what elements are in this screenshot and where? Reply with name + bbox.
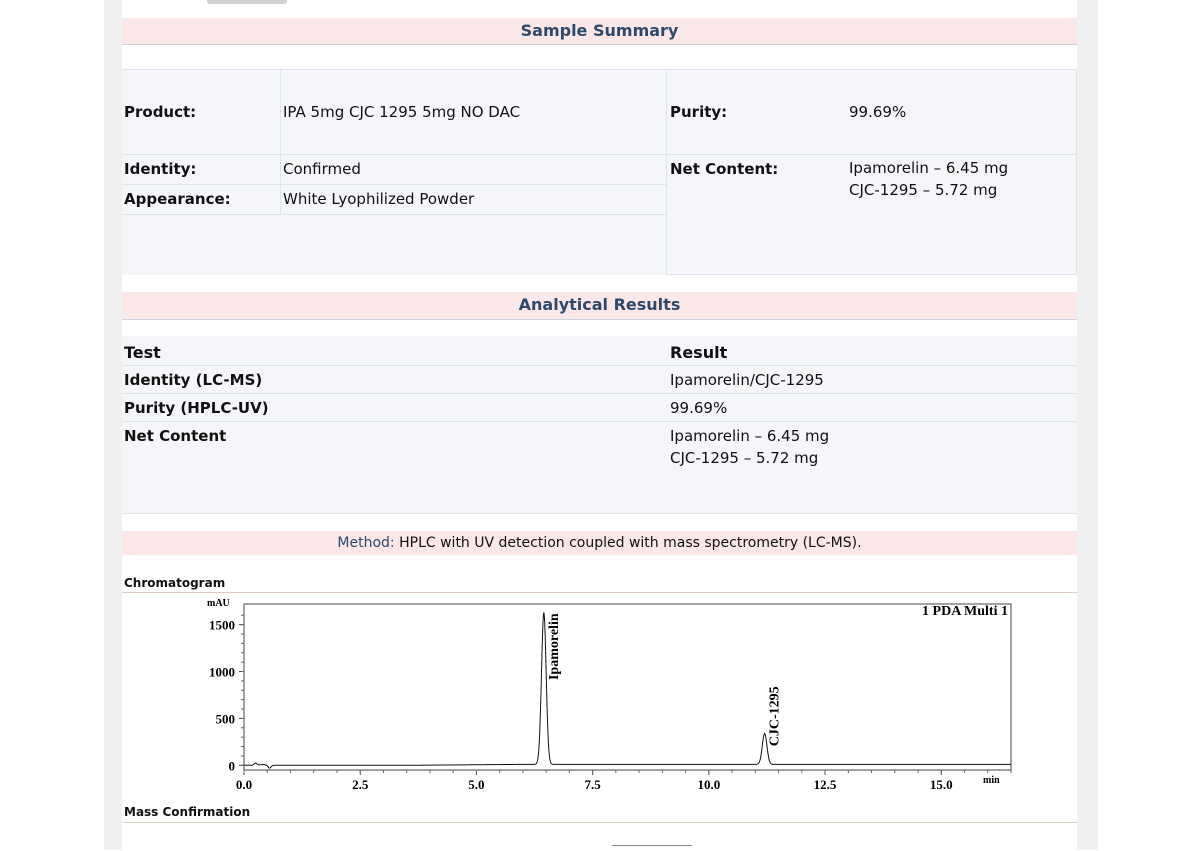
row-result: 99.69% <box>670 399 728 417</box>
x-tick-label: 10.0 <box>697 777 721 792</box>
x-tick-label: 0.0 <box>235 777 253 792</box>
row-test: Identity (LC-MS) <box>124 371 263 389</box>
row-result: Ipamorelin/CJC-1295 <box>670 371 824 389</box>
appearance-label: Appearance: <box>124 190 231 208</box>
right-gutter <box>1098 0 1200 850</box>
row-result-line2: CJC-1295 – 5.72 mg <box>670 449 819 467</box>
divider <box>122 214 666 215</box>
divider <box>122 365 1077 366</box>
mass-confirmation-title: Mass Confirmation <box>124 805 251 819</box>
y-tick-label: 500 <box>215 711 235 727</box>
logo-image <box>207 0 287 4</box>
peak-label: CJC-1295 <box>767 686 783 747</box>
divider <box>1076 70 1077 275</box>
analytical-results-table <box>122 336 1077 514</box>
x-tick-label: 15.0 <box>929 777 953 792</box>
chromatogram-title: Chromatogram <box>124 576 226 590</box>
chromatogram-trace <box>244 612 1011 768</box>
y-tick-label: 1500 <box>209 617 235 633</box>
product-label: Product: <box>124 103 197 121</box>
x-tick-label: 7.5 <box>584 777 601 792</box>
left-gutter <box>0 0 104 850</box>
x-axis-label: min <box>983 775 1000 786</box>
divider <box>280 70 281 215</box>
page-shadow-right <box>1077 0 1098 850</box>
appearance-value: White Lyophilized Powder <box>283 190 475 208</box>
mass-spectrum-preview <box>612 845 692 851</box>
analytical-results-title: Analytical Results <box>518 295 681 314</box>
method-text: HPLC with UV detection coupled with mass spectrometry (LC-MS). <box>394 535 862 551</box>
sample-summary-title: Sample Summary <box>520 21 679 40</box>
mass-confirmation-rule <box>122 822 1077 823</box>
chromatogram-chart <box>122 594 1077 794</box>
sample-summary-header <box>122 18 1077 45</box>
x-tick-label: 2.5 <box>352 777 369 792</box>
sample-summary-table <box>122 69 1077 275</box>
divider <box>122 421 1077 422</box>
divider <box>122 513 1077 514</box>
x-tick-label: 12.5 <box>813 777 837 792</box>
header-result: Result <box>670 343 728 362</box>
divider <box>666 274 1077 275</box>
method-bar <box>122 531 1077 555</box>
plot-frame <box>244 604 1011 770</box>
divider <box>666 70 667 275</box>
x-tick-label: 5.0 <box>468 777 485 792</box>
purity-value: 99.69% <box>849 103 907 121</box>
identity-value: Confirmed <box>283 160 361 178</box>
page-shadow-left <box>104 0 122 850</box>
chromatogram-rule <box>122 592 1077 593</box>
divider <box>122 184 666 185</box>
net-content-label: Net Content: <box>670 160 779 178</box>
y-tick-label: 1000 <box>209 664 235 680</box>
row-test: Purity (HPLC-UV) <box>124 399 269 417</box>
net-content-line1: Ipamorelin – 6.45 mg <box>849 159 1009 177</box>
divider <box>122 154 1077 155</box>
peak-label: Ipamorelin <box>546 613 562 681</box>
method-label: Method: <box>337 535 395 551</box>
row-test: Net Content <box>124 427 227 445</box>
y-axis-label: mAU <box>207 598 230 609</box>
header-test: Test <box>124 343 161 362</box>
analytical-results-header <box>122 292 1077 320</box>
row-result: Ipamorelin – 6.45 mg <box>670 427 830 445</box>
report-page <box>122 0 1077 850</box>
divider <box>122 393 1077 394</box>
purity-label: Purity: <box>670 103 728 121</box>
product-value: IPA 5mg CJC 1295 5mg NO DAC <box>283 103 521 121</box>
y-tick-label: 0 <box>228 758 235 774</box>
identity-label: Identity: <box>124 160 197 178</box>
chart-title: 1 PDA Multi 1 <box>922 604 1008 619</box>
net-content-line2: CJC-1295 – 5.72 mg <box>849 181 998 199</box>
